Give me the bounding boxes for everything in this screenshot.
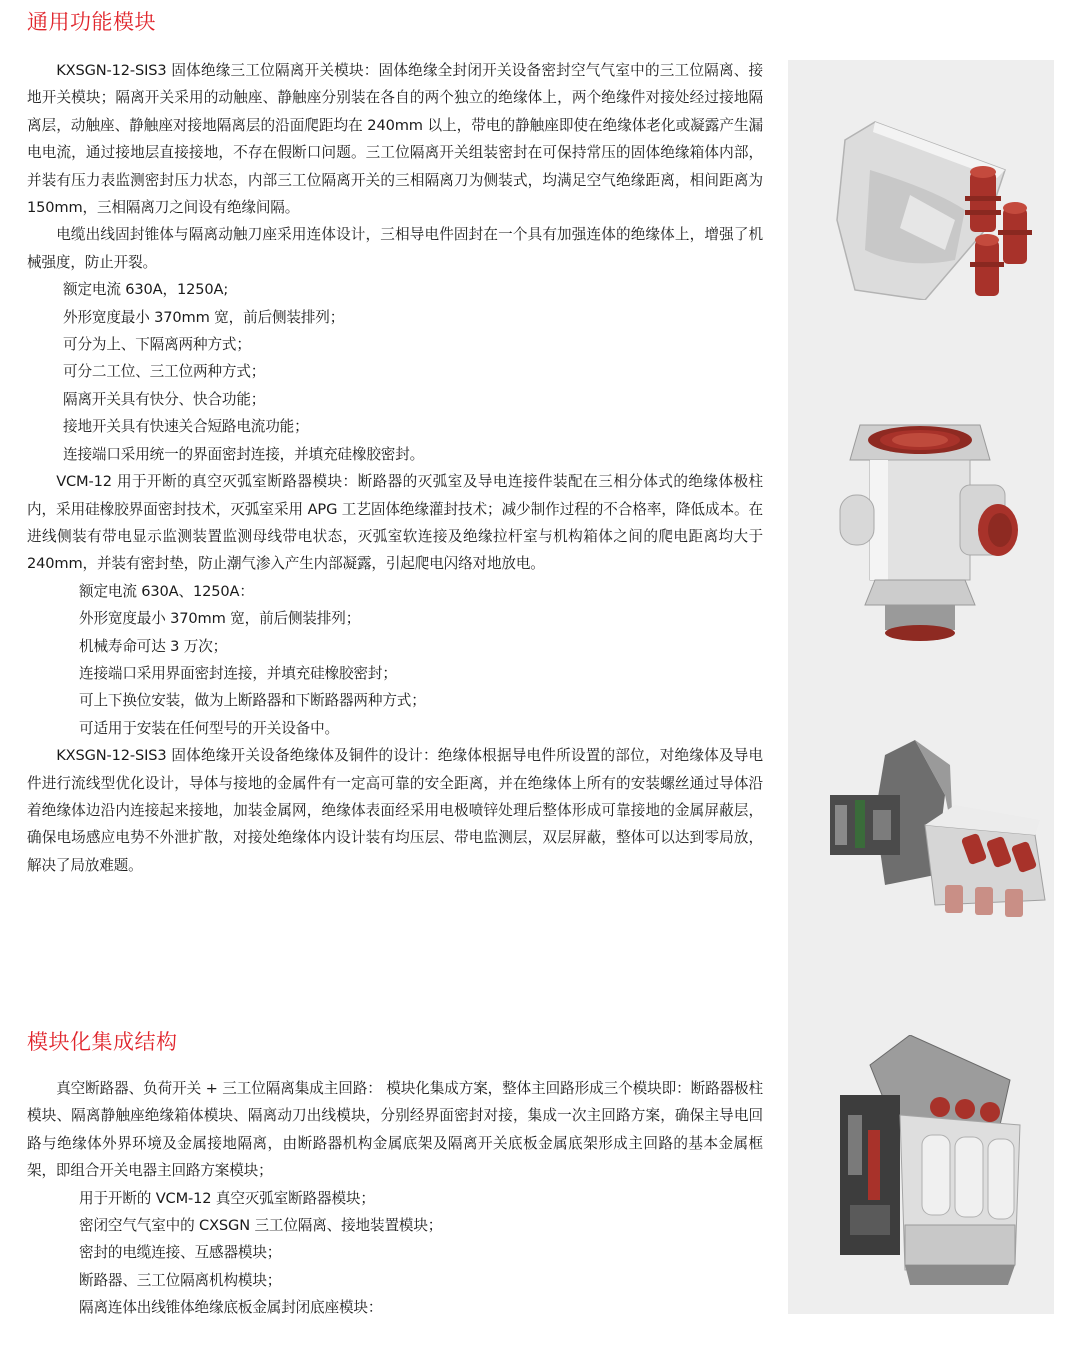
list-item: 连接端口采用界面密封连接，并填充硅橡胶密封； bbox=[79, 664, 397, 682]
paragraph-integrated-circuit: 真空断路器、负荷开关 + 三工位隔离集成主回路： 模块化集成方案，整体主回路形成三个模块即：断路器极柱模块、隔离静触座绝缘箱体模块、隔离动刀出线模块，分别经界面密封对接，集成一次主回路方案，确保主导电回路与绝缘体外界环境及金属接地隔离，由断路器机构金属底架及隔离开关底板金属底架形成主回路的基本金属框架，即组合开关电器主回路方案模块； bbox=[27, 1080, 763, 1180]
vacuum-breaker-pole-image bbox=[830, 405, 1020, 645]
list-item: 密闭空气气室中的 CXSGN 三工位隔离、接地装置模块； bbox=[79, 1217, 443, 1235]
list-item: 机械寿命可达 3 万次； bbox=[79, 637, 228, 655]
list-item: 外形宽度最小 370mm 宽，前后侧装排列； bbox=[63, 308, 345, 326]
section2-body bbox=[27, 1075, 763, 1322]
list-item: 可适用于安装在任何型号的开关设备中。 bbox=[79, 719, 339, 737]
list-item: 断路器、三工位隔离机构模块； bbox=[79, 1271, 282, 1289]
isolation-switch-module-image bbox=[815, 100, 1045, 300]
list-item: 密封的电缆连接、互感器模块； bbox=[79, 1244, 282, 1262]
paragraph-vcm12-breaker: VCM-12 用于开断的真空灭弧室断路器模块：断路器的灭弧室及导电连接件装配在三相分体式的绝缘体极柱内，采用硅橡胶界面密封技术，灭弧室采用 APG 工艺固体绝缘灌封技术；减少制作过程的不合格率，降低成本。在进线侧装有带电显示监测装置监测母线带电状态，灭弧室软连接及绝缘拉杆室与机构箱体之间的爬电距离均大于 240mm，并装有密封垫，防止潮气渗入产生内部凝露，引起爬电闪络对地放电。 bbox=[27, 473, 763, 573]
list-item: 连接端口采用统一的界面密封连接，并填充硅橡胶密封。 bbox=[63, 445, 425, 463]
modular-main-circuit-image bbox=[830, 1035, 1040, 1290]
list-item: 接地开关具有快速关合短路电流功能； bbox=[63, 418, 309, 436]
list-item: 可上下换位安装，做为上断路器和下断路器两种方式； bbox=[79, 692, 426, 710]
list-item: 额定电流 630A、1250A： bbox=[79, 582, 254, 600]
insulator-assembly-image bbox=[815, 735, 1055, 920]
list-item: 可分二工位、三工位两种方式； bbox=[63, 363, 266, 381]
list-item: 外形宽度最小 370mm 宽，前后侧装排列； bbox=[79, 610, 361, 628]
list-item: 额定电流 630A，1250A; bbox=[63, 281, 229, 299]
paragraph-cable-outlet: 电缆出线固封锥体与隔离动触刀座采用连体设计，三相导电件固封在一个具有加强连体的绝缘体上，增强了机械强度，防止开裂。 bbox=[27, 226, 763, 271]
list-item: 用于开断的 VCM-12 真空灭弧室断路器模块； bbox=[79, 1189, 375, 1207]
section1-body bbox=[27, 57, 763, 879]
section-title-general-modules: 通用功能模块 bbox=[27, 10, 156, 34]
list-item: 隔离开关具有快分、快合功能； bbox=[63, 390, 266, 408]
section-title-modular-structure: 模块化集成结构 bbox=[27, 1030, 178, 1054]
list-item: 隔离连体出线锥体绝缘底板金属封闭底座模块： bbox=[79, 1299, 383, 1317]
paragraph-insulator-design: KXSGN-12-SIS3 固体绝缘开关设备绝缘体及铜件的设计：绝缘体根据导电件所设置的部位，对绝缘体及导电件进行流线型优化设计，导体与接地的金属件有一定高可靠的安全距离，并在绝缘体上所有的安装螺丝通过导体沿着绝缘体边沿内连接起来接地，加装金属网，绝缘体表面经采用电极喷锌处理后整体形成可靠接地的金属屏蔽层，确保电场感应电势不外泄扩散，对接处绝缘体内设计装有均压层、带电监测层，双层屏蔽，整体可以达到零局放，解决了局放难题。 bbox=[27, 747, 763, 874]
list-item: 可分为上、下隔离两种方式； bbox=[63, 336, 251, 354]
paragraph-isolation-switch: KXSGN-12-SIS3 固体绝缘三工位隔离开关模块：固体绝缘全封闭开关设备密封空气气室中的三工位隔离、接地开关模块；隔离开关采用的动触座、静触座分别装在各自的两个独立的绝缘体上，两个绝缘件对接处经过接地隔离层，动触座、静触座对接地隔离层的沿面爬距均在 240mm 以上，带电的静触座即使在绝缘体老化或凝露产生漏电电流，通过接地层直接接地，不存在假断口问题。三工位隔离开关组装密封在可保持常压的固体绝缘箱体内部，并装有压力表监测密封压力状态，内部三工位隔离开关的三相隔离刀为侧装式，均满足空气绝缘距离，相间距离为 150mm，三相隔离刀之间设有绝缘间隔。 bbox=[27, 62, 763, 217]
